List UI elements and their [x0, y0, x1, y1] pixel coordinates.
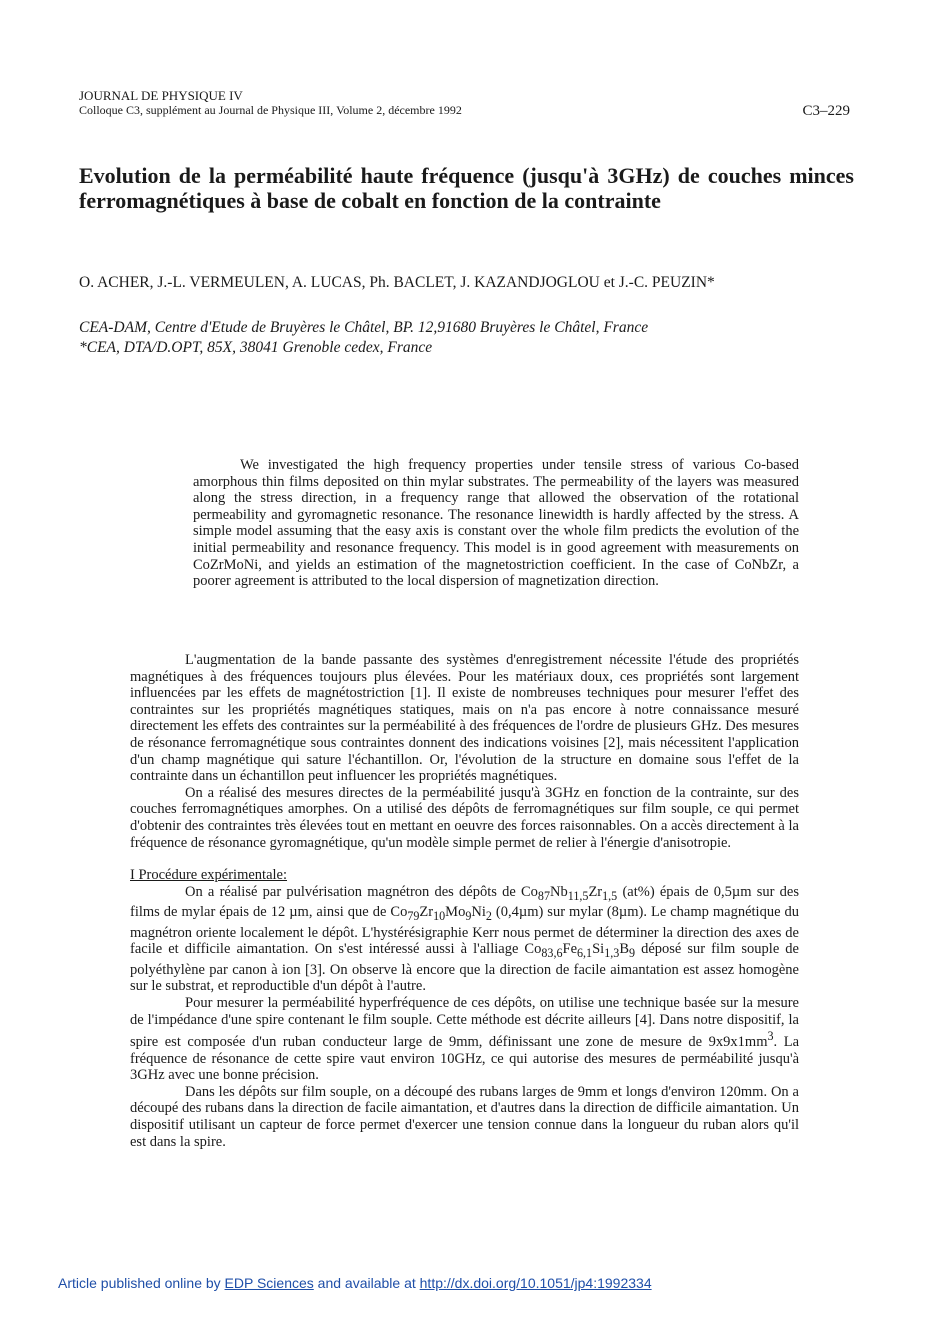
journal-header	[79, 88, 462, 118]
section-paragraph-1: On a réalisé par pulvérisation magnétron des dépôts de $Co_{87}Nb_{11,5}Zr_{1,5}$ (at%) épais de 0,5µm sur des films de mylar épais de 12 µm, ainsi que de $Co_{79}Zr_{10}Mo_9Ni_2$ (0,4µm) sur mylar (8µm). Le champ magnétique du magnétron oriente localement le dépôt. L'hystérésigraphie Kerr nous permet de déterminer la direction des axes de facile et difficile aimantation. On s'est intéressé aussi à l'alliage $Co_{83,6}Fe_{6,1}Si_{1,3}B_9$ déposé sur film souple de polyéthylène par canon à ion [3]. On observe là encore que la direction de facile aimantation est assez homogène sur le substrat, et reproductible d'un dépôt à l'autre.	[130, 883, 799, 995]
abstract: We investigated the high frequency properties under tensile stress of various Co-based amorphous thin films deposited on thin mylar substrates. The permeability of the layers was measured along the stress direction, in a frequency range that allowed the observation of the rotational permeability and gyromagnetic resonance. The resonance linewidth is hardly affected by the stress. A simple model assuming that the easy axis is constant over the whole film predicts the evolution of the initial permeability and resonance frequency. This model is in good agreement with measurements on CoZrMoNi, and yields an estimation of the magnetostriction coefficient. In the case of CoNbZr, a poorer agreement is attributed to the local dispersion of magnetization direction.	[193, 457, 799, 590]
publication-footer	[58, 1275, 652, 1291]
page-number: C3–229	[802, 103, 850, 119]
intro-paragraph-2: On a réalisé des mesures directes de la perméabilité jusqu'à 3GHz en fonction de la contrainte, sur des couches ferromagnétiques amorphes. On a utilisé des dépôts de ferromagnétiques sur film souple, ce qui permet d'obtenir des contraintes très élevées tout en mettant en oeuvre des forces raisonnables. On a accès directement à la fréquence de résonance gyromagnétique, qu'un modèle simple permet de relier à l'énergie d'anisotropie.	[130, 784, 799, 851]
affiliation-1: CEA-DAM, Centre d'Etude de Bruyères le Châtel, BP. 12,91680 Bruyères le Châtel, France	[79, 319, 649, 336]
section-paragraph-3: Dans les dépôts sur film souple, on a découpé des rubans larges de 9mm et longs d'environ 120mm. On a découpé des rubans dans la direction de facile aimantation, et d'autres dans la direction de difficile aimantation. Un dispositif utilisant un capteur de force permet d'exercer une tension connue dans la longueur du ruban alors qu'il est dans la spire.	[130, 1083, 799, 1150]
author-list: O. ACHER, J.-L. VERMEULEN, A. LUCAS, Ph. BACLET, J. KAZANDJOGLOU et J.-C. PEUZIN*	[79, 274, 715, 291]
doi-link[interactable]: http://dx.doi.org/10.1051/jp4:1992334	[419, 1275, 652, 1291]
publisher-link[interactable]: EDP Sciences	[224, 1275, 314, 1291]
affiliation-2: *CEA, DTA/D.OPT, 85X, 38041 Grenoble cedex, France	[79, 339, 433, 356]
affiliations	[79, 318, 648, 358]
journal-name: JOURNAL DE PHYSIQUE IV	[79, 88, 243, 103]
colloque-reference: Colloque C3, supplément au Journal de Physique III, Volume 2, décembre 1992	[79, 103, 462, 117]
section-heading: I Procédure expérimentale:	[130, 867, 288, 884]
footer-middle: and available at	[313, 1275, 420, 1291]
intro-paragraph-1: L'augmentation de la bande passante des systèmes d'enregistrement nécessite l'étude des propriétés magnétiques à des fréquences toujours plus élevées. Pour les matériaux doux, ces propriétés sont largement influencées par les effets de magnétostriction [1]. Il existe de nombreuses techniques pour mesurer l'effet des contraintes sur les propriétés magnétiques statiques, mais on n'a pas encore à notre connaissance mesuré directement les effets des contraintes sur la perméabilité à des fréquences de l'ordre de plusieurs GHz. Des mesures de résonance ferromagnétique sous contraintes donnent des indications voisines [2], mais nécessitent l'application d'un champ magnétique qui sature l'échantillon. Or, l'évolution de la structure en domaine sous l'effet de la contrainte dans un échantillon peut influencer les propriétés magnétiques.	[130, 652, 799, 785]
footer-prefix: Article published online by	[58, 1275, 225, 1291]
section-paragraph-2: Pour mesurer la perméabilité hyperfréquence de ces dépôts, on utilise une technique basée sur la mesure de l'impédance d'une spire contenant le film souple. Cette méthode est décrite ailleurs [4]. Dans notre dispositif, la spire est composée d'un ruban conducteur large de 9mm, définissant une zone de mesure de $9x9x1mm^3$. La fréquence de résonance de cette spire vaut environ 10GHz, ce qui autorise des mesures de perméabilité jusqu'à 3GHz avec une bonne précision.	[130, 994, 800, 1084]
article-title: Evolution de la perméabilité haute fréquence (jusqu'à 3GHz) de couches minces ferromagnétiques à base de cobalt en fonction de la contrainte	[79, 163, 854, 213]
article-body	[130, 652, 799, 1150]
